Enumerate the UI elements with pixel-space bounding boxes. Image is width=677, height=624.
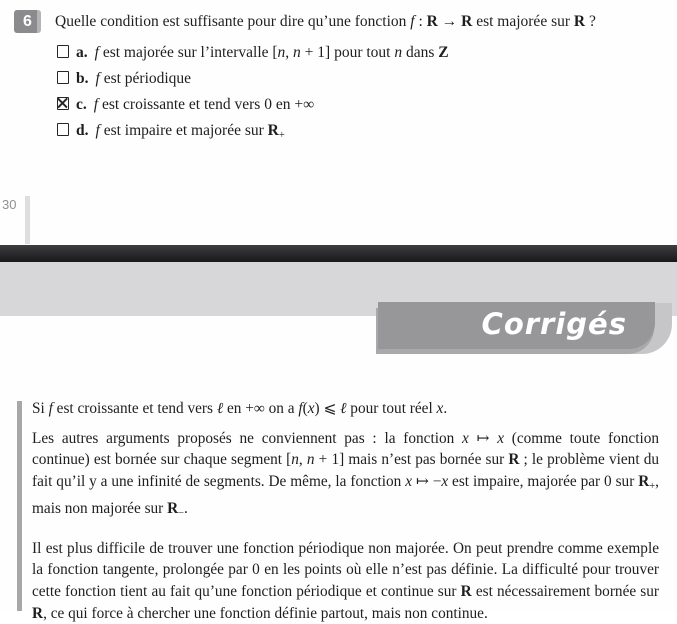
- checkbox-a[interactable]: [57, 45, 69, 58]
- option-d-letter: d.: [76, 122, 89, 139]
- section-divider-dark-bar: [0, 245, 677, 262]
- page-number: 30: [2, 197, 17, 212]
- option-a-text: f est majorée sur l’intervalle [n, n + 1] pour tout n dans Z: [94, 44, 449, 61]
- answers-margin-bar: [17, 401, 22, 611]
- page-margin-bar: [25, 196, 30, 244]
- option-b: [57, 68, 191, 90]
- corriges-banner: [378, 302, 677, 360]
- option-c: [57, 94, 314, 116]
- checkbox-b[interactable]: [57, 71, 69, 84]
- checkbox-c-checked[interactable]: [57, 97, 69, 110]
- option-d: [57, 120, 285, 142]
- option-b-letter: b.: [76, 70, 89, 87]
- question-prompt: Quelle condition est suffisante pour dire qu’une fonction f : R → R est majorée sur R ?: [55, 13, 596, 30]
- answer-paragraph-2: Les autres arguments proposés ne conviennent pas : la fonction x ↦ x (comme toute fonction continue) est bornée sur chaque segment [n, n + 1] mais n’est pas bornée sur R ; le problème vient du fait qu’il y a une infinité de segments. De même, la fonction x ↦ −x est impaire, majorée par 0 sur R+, mais non majorée sur R−.: [32, 429, 660, 519]
- checkbox-d[interactable]: [57, 123, 69, 136]
- option-c-letter: c.: [76, 96, 87, 113]
- option-b-text: f est périodique: [95, 70, 192, 87]
- answer-paragraph-1: Si f est croissante et tend vers ℓ en +∞ on a f(x) ⩽ ℓ pour tout réel x.: [32, 400, 448, 417]
- option-a-letter: a.: [76, 44, 88, 61]
- answer-paragraph-3: Il est plus difficile de trouver une fonction périodique non majorée. On peut prendre comme exemple la fonction tangente, prolongée par 0 en les points où elle n’est pas définie. La difficulté pour trouver cette fonction tient au fait qu’une fonction périodique et continue sur R est nécessairement bornée sur R, ce qui force à chercher une fonction définie partout, mais non continue.: [32, 539, 659, 622]
- option-c-text: f est croissante et tend vers 0 en +∞: [93, 96, 315, 113]
- corriges-banner-label: Corrigés: [378, 302, 655, 349]
- answers-text: [32, 398, 659, 624]
- option-a: [57, 42, 449, 64]
- option-d-text: f est impaire et majorée sur R+: [95, 122, 285, 141]
- question-number-badge: 6: [14, 10, 41, 33]
